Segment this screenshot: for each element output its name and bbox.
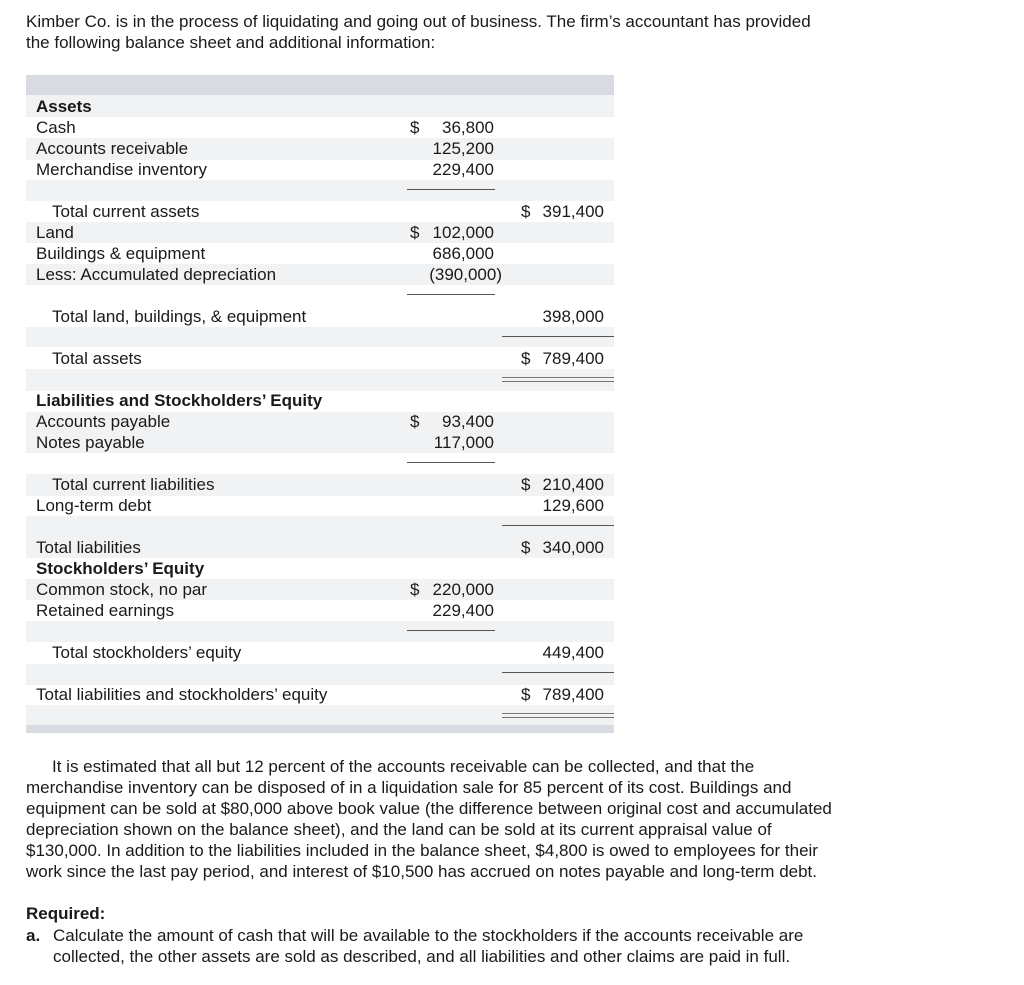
notes-payable-label: Notes payable: [36, 433, 145, 452]
cash-amount: 36,800: [442, 118, 494, 137]
row-band: [26, 180, 614, 201]
total-double-rule: [502, 713, 614, 718]
currency-symbol: $: [410, 412, 420, 431]
total-current-liabilities-label: Total current liabilities: [52, 475, 215, 494]
assets-heading: Assets: [36, 97, 92, 116]
subtotal-rule: [407, 462, 495, 463]
total-stockholders-equity-label: Total stockholders’ equity: [52, 643, 242, 662]
currency-symbol: $: [410, 118, 420, 137]
intro-text: [26, 11, 926, 53]
merchandise-inventory-amount: 229,400: [432, 160, 494, 179]
accounts-receivable-label: Accounts receivable: [36, 139, 189, 158]
paragraph-line-1: It is estimated that all but 12 percent of the accounts receivable can be collected, and that the: [52, 757, 755, 776]
buildings-equipment-label: Buildings & equipment: [36, 244, 206, 263]
total-land-buildings-equipment-label: Total land, buildings, & equipment: [52, 307, 307, 326]
balance-sheet-table: [26, 75, 614, 733]
subtotal-rule: [407, 294, 495, 295]
currency-symbol: $: [521, 685, 531, 704]
total-assets-label: Total assets: [52, 349, 142, 368]
total-land-buildings-equipment-amount: 398,000: [542, 307, 604, 326]
paragraph-line-6: work since the last pay period, and interest of $10,500 has accrued on notes payable and long-term debt.: [26, 862, 817, 881]
long-term-debt-amount: 129,600: [542, 496, 604, 515]
required-heading: Required:: [26, 904, 106, 923]
subtotal-rule: [407, 189, 495, 190]
cash-label: Cash: [36, 118, 76, 137]
common-stock-label: Common stock, no par: [36, 580, 208, 599]
currency-symbol: $: [410, 223, 420, 242]
required-item-line-1: Calculate the amount of cash that will be available to the stockholders if the accounts receivable are: [53, 926, 804, 945]
currency-symbol: $: [410, 580, 420, 599]
intro-line-1: Kimber Co. is in the process of liquidating and going out of business. The firm’s accountant has provided: [26, 12, 811, 31]
required-item-line-2: collected, the other assets are sold as described, and all liabilities and other claims are paid in full.: [53, 947, 791, 966]
subtotal-rule: [502, 336, 614, 337]
subtotal-rule: [407, 630, 495, 631]
table-header-band: [26, 75, 614, 95]
additional-information-paragraph: [26, 756, 906, 882]
paragraph-line-2: merchandise inventory can be disposed of in a liquidation sale for 85 percent of its cost. Buildings and: [26, 778, 792, 797]
row-band: [26, 516, 614, 537]
buildings-equipment-amount: 686,000: [432, 244, 494, 263]
total-stockholders-equity-amount: 449,400: [542, 643, 604, 662]
retained-earnings-label: Retained earnings: [36, 601, 174, 620]
land-amount: 102,000: [432, 223, 494, 242]
common-stock-amount: 220,000: [432, 580, 494, 599]
long-term-debt-label: Long-term debt: [36, 496, 152, 515]
merchandise-inventory-label: Merchandise inventory: [36, 160, 208, 179]
required-item-text: [53, 925, 893, 967]
row-band: [26, 327, 614, 347]
currency-symbol: $: [521, 349, 531, 368]
total-liabilities-label: Total liabilities: [36, 538, 141, 557]
currency-symbol: $: [521, 202, 531, 221]
paragraph-line-5: $130,000. In addition to the liabilities included in the balance sheet, $4,800 is owed to employees for their: [26, 841, 818, 860]
land-label: Land: [36, 223, 74, 242]
paragraph-line-4: depreciation shown on the balance sheet), and the land can be sold at its current appraisal value of: [26, 820, 772, 839]
notes-payable-amount: 117,000: [433, 433, 494, 452]
subtotal-rule: [502, 672, 614, 673]
subtotal-rule: [502, 525, 614, 526]
liabilities-equity-heading: Liabilities and Stockholders’ Equity: [36, 391, 323, 410]
row-band: [26, 95, 614, 117]
paragraph-line-3: equipment can be sold at $80,000 above book value (the difference between original cost and accumulated: [26, 799, 832, 818]
total-current-assets-amount: 391,400: [542, 202, 604, 221]
accounts-payable-amount: 93,400: [442, 412, 494, 431]
currency-symbol: $: [521, 475, 531, 494]
accumulated-depreciation-label: Less: Accumulated depreciation: [36, 265, 277, 284]
total-current-assets-label: Total current assets: [52, 202, 200, 221]
table-footer-band: [26, 725, 614, 733]
row-band: [26, 621, 614, 642]
total-liabilities-equity-amount: 789,400: [542, 685, 604, 704]
intro-line-2: the following balance sheet and additional information:: [26, 33, 436, 52]
row-band: [26, 222, 614, 243]
total-double-rule: [502, 377, 614, 382]
accumulated-depreciation-amount: (390,000): [429, 265, 502, 284]
row-band: [26, 664, 614, 685]
stockholders-equity-heading: Stockholders’ Equity: [36, 559, 205, 578]
total-assets-amount: 789,400: [542, 349, 604, 368]
total-liabilities-amount: 340,000: [542, 538, 604, 557]
currency-symbol: $: [521, 538, 531, 557]
item-marker: a.: [26, 926, 41, 945]
total-current-liabilities-amount: 210,400: [542, 475, 604, 494]
retained-earnings-amount: 229,400: [432, 601, 494, 620]
total-liabilities-equity-label: Total liabilities and stockholders’ equity: [36, 685, 328, 704]
accounts-payable-label: Accounts payable: [36, 412, 171, 431]
accounts-receivable-amount: 125,200: [432, 139, 494, 158]
